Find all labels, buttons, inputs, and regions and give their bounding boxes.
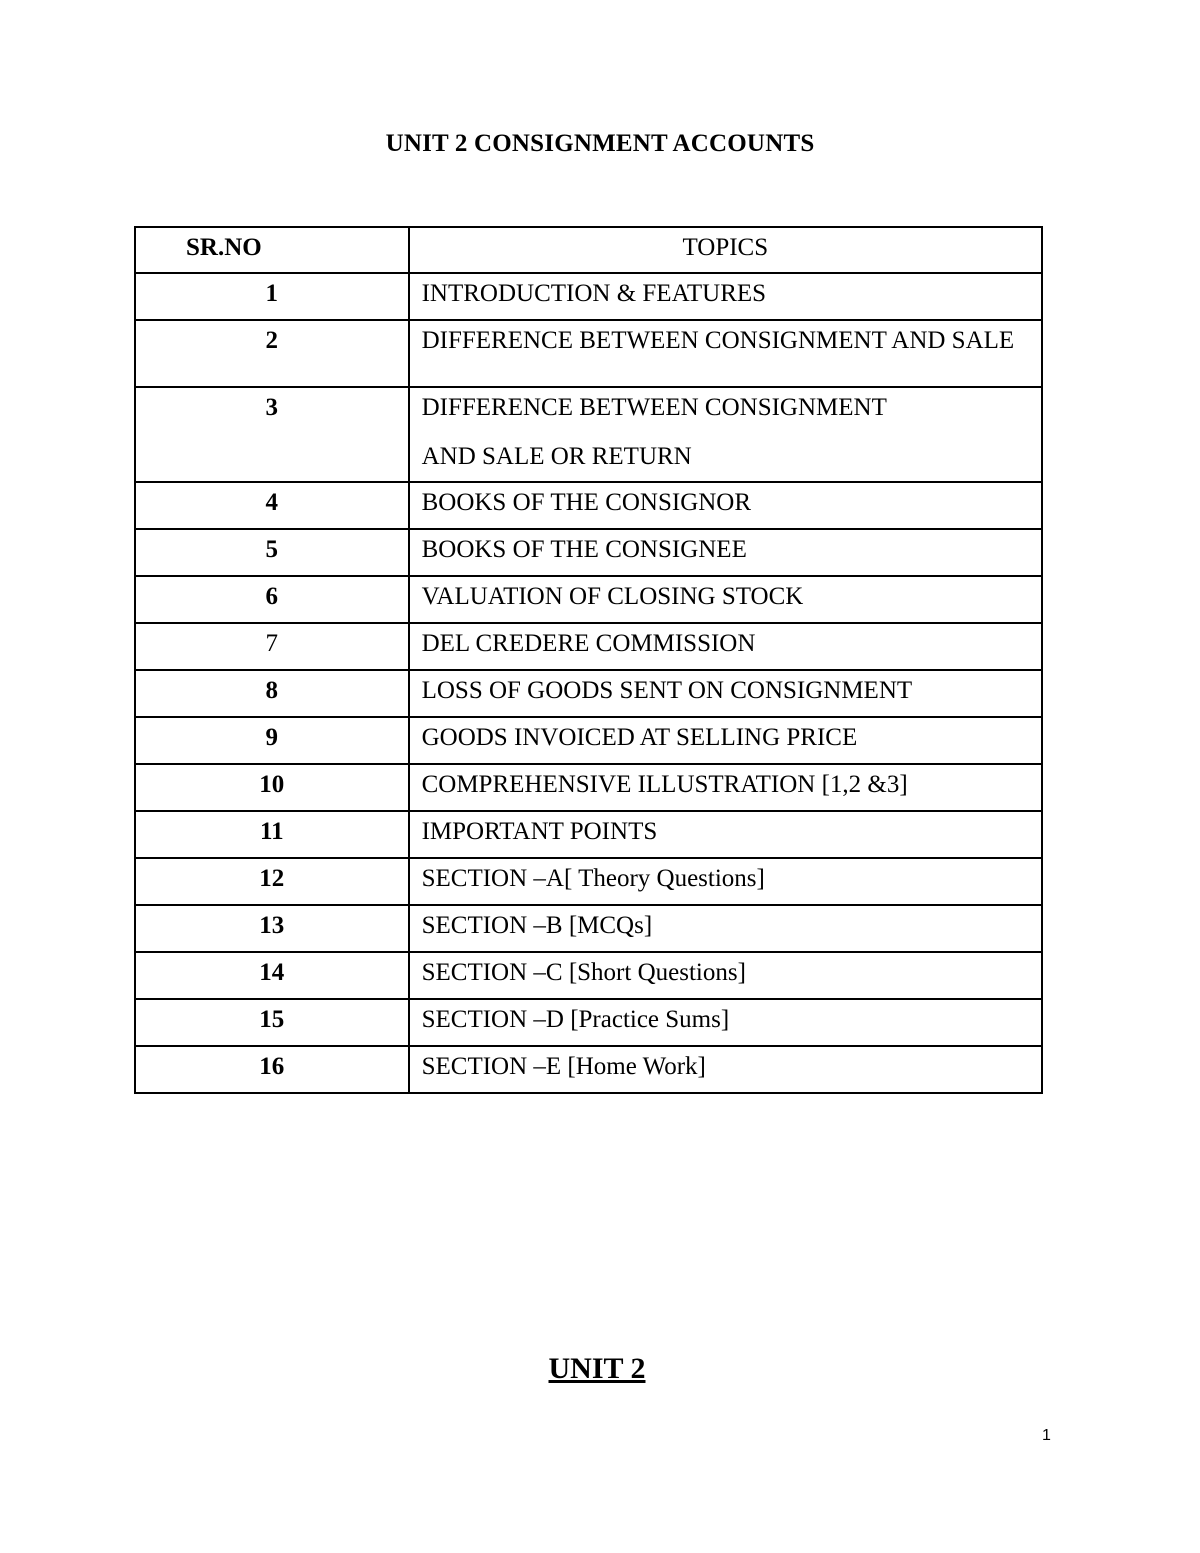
table-row — [135, 858, 1042, 905]
row-topic: COMPREHENSIVE ILLUSTRATION [1,2 &3] — [409, 764, 1042, 811]
table-row — [135, 529, 1042, 576]
row-topic: DEL CREDERE COMMISSION — [409, 623, 1042, 670]
row-number: 14 — [135, 952, 409, 999]
row-topic: SECTION –B [MCQs] — [409, 905, 1042, 952]
row-topic — [409, 387, 1042, 482]
table-row — [135, 1046, 1042, 1093]
header-topics: TOPICS — [409, 227, 1042, 273]
table-row — [135, 764, 1042, 811]
row-topic: LOSS OF GOODS SENT ON CONSIGNMENT — [409, 670, 1042, 717]
table-header-row — [135, 227, 1042, 273]
row-topic: DIFFERENCE BETWEEN CONSIGNMENT AND SALE — [409, 320, 1042, 387]
row-topic: SECTION –D [Practice Sums] — [409, 999, 1042, 1046]
row-topic: GOODS INVOICED AT SELLING PRICE — [409, 717, 1042, 764]
row-topic: SECTION –C [Short Questions] — [409, 952, 1042, 999]
row-topic: BOOKS OF THE CONSIGNEE — [409, 529, 1042, 576]
row-number: 8 — [135, 670, 409, 717]
row-number: 11 — [135, 811, 409, 858]
row-number: 15 — [135, 999, 409, 1046]
table-row — [135, 811, 1042, 858]
row-topic: BOOKS OF THE CONSIGNOR — [409, 482, 1042, 529]
row-number: 7 — [135, 623, 409, 670]
row-topic: SECTION –E [Home Work] — [409, 1046, 1042, 1093]
unit-heading: UNIT 2 — [548, 1352, 646, 1385]
row-number: 6 — [135, 576, 409, 623]
row-number: 5 — [135, 529, 409, 576]
table-row — [135, 670, 1042, 717]
table-row — [135, 999, 1042, 1046]
topics-table — [134, 226, 1043, 1094]
header-sr-no: SR.NO — [135, 227, 409, 273]
row-topic-line-2: AND SALE OR RETURN — [421, 443, 692, 470]
row-topic-line-1: DIFFERENCE BETWEEN CONSIGNMENT — [421, 394, 887, 421]
table-row — [135, 905, 1042, 952]
row-number: 1 — [135, 273, 409, 320]
row-number: 2 — [135, 320, 409, 387]
row-number: 10 — [135, 764, 409, 811]
table-row — [135, 576, 1042, 623]
table-row — [135, 717, 1042, 764]
row-topic: IMPORTANT POINTS — [409, 811, 1042, 858]
row-topic: VALUATION OF CLOSING STOCK — [409, 576, 1042, 623]
table-row — [135, 952, 1042, 999]
row-number: 4 — [135, 482, 409, 529]
row-topic: INTRODUCTION & FEATURES — [409, 273, 1042, 320]
document-title: UNIT 2 CONSIGNMENT ACCOUNTS — [385, 130, 815, 157]
table-row — [135, 320, 1042, 387]
row-number: 9 — [135, 717, 409, 764]
row-number: 16 — [135, 1046, 409, 1093]
row-number: 3 — [135, 387, 409, 482]
row-number: 12 — [135, 858, 409, 905]
row-topic: SECTION –A[ Theory Questions] — [409, 858, 1042, 905]
table-row — [135, 387, 1042, 482]
page-number: 1 — [1042, 1427, 1051, 1444]
table-row — [135, 623, 1042, 670]
table-row — [135, 482, 1042, 529]
row-number: 13 — [135, 905, 409, 952]
table-row — [135, 273, 1042, 320]
